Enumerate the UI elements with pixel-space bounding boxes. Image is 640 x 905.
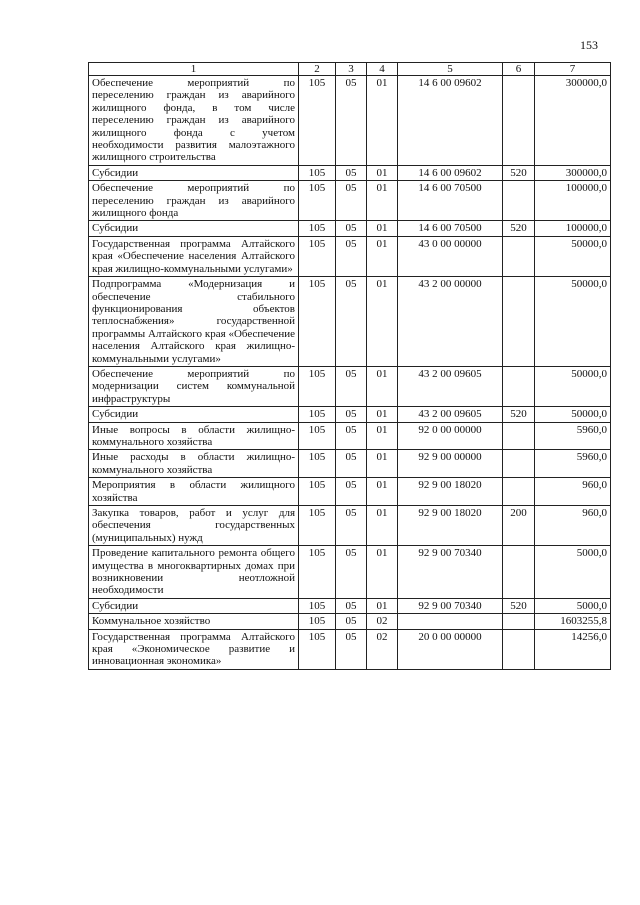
subsection-code-2-cell: 01 bbox=[367, 277, 398, 367]
item-name-cell: Государственная программа Алтайского края «Экономическое развитие и инновационная экономика» bbox=[89, 629, 299, 669]
target-code-cell: 92 0 00 00000 bbox=[398, 422, 503, 450]
budget-table bbox=[88, 62, 611, 670]
expense-type-code-cell: 520 bbox=[503, 407, 535, 422]
subsection-code-2-cell: 01 bbox=[367, 236, 398, 276]
section-code-cell: 105 bbox=[299, 76, 336, 166]
amount-cell: 5000,0 bbox=[535, 598, 611, 613]
subsection-code-2-cell: 02 bbox=[367, 614, 398, 629]
table-row bbox=[89, 236, 611, 276]
section-code-cell: 105 bbox=[299, 181, 336, 221]
subsection-code-cell: 05 bbox=[336, 450, 367, 478]
expense-type-code-cell: 520 bbox=[503, 165, 535, 180]
target-code-cell: 43 2 00 09605 bbox=[398, 407, 503, 422]
subsection-code-2-cell: 01 bbox=[367, 422, 398, 450]
subsection-code-2-cell: 02 bbox=[367, 629, 398, 669]
target-code-cell: 14 6 00 70500 bbox=[398, 221, 503, 236]
amount-cell: 100000,0 bbox=[535, 221, 611, 236]
item-name-cell: Субсидии bbox=[89, 407, 299, 422]
target-code-cell: 14 6 00 70500 bbox=[398, 181, 503, 221]
amount-cell: 5960,0 bbox=[535, 450, 611, 478]
subsection-code-cell: 05 bbox=[336, 221, 367, 236]
table-row bbox=[89, 165, 611, 180]
section-code-cell: 105 bbox=[299, 277, 336, 367]
column-header: 7 bbox=[535, 63, 611, 76]
section-code-cell: 105 bbox=[299, 478, 336, 506]
amount-cell: 960,0 bbox=[535, 506, 611, 546]
table-row bbox=[89, 407, 611, 422]
target-code-cell: 92 9 00 70340 bbox=[398, 546, 503, 599]
subsection-code-2-cell: 01 bbox=[367, 407, 398, 422]
section-code-cell: 105 bbox=[299, 221, 336, 236]
subsection-code-cell: 05 bbox=[336, 407, 367, 422]
amount-cell: 1603255,8 bbox=[535, 614, 611, 629]
subsection-code-2-cell: 01 bbox=[367, 478, 398, 506]
subsection-code-cell: 05 bbox=[336, 181, 367, 221]
column-header: 5 bbox=[398, 63, 503, 76]
amount-cell: 50000,0 bbox=[535, 366, 611, 406]
column-header: 2 bbox=[299, 63, 336, 76]
expense-type-code-cell bbox=[503, 450, 535, 478]
subsection-code-cell: 05 bbox=[336, 629, 367, 669]
item-name-cell: Обеспечение мероприятий по модернизации систем коммунальной инфраструктуры bbox=[89, 366, 299, 406]
expense-type-code-cell bbox=[503, 629, 535, 669]
item-name-cell: Обеспечение мероприятий по переселению граждан из аварийного жилищного фонда bbox=[89, 181, 299, 221]
subsection-code-cell: 05 bbox=[336, 277, 367, 367]
table-row bbox=[89, 478, 611, 506]
table-row bbox=[89, 422, 611, 450]
target-code-cell: 14 6 00 09602 bbox=[398, 76, 503, 166]
table-row bbox=[89, 598, 611, 613]
table-row bbox=[89, 76, 611, 166]
subsection-code-2-cell: 01 bbox=[367, 598, 398, 613]
table-row bbox=[89, 277, 611, 367]
table-row bbox=[89, 629, 611, 669]
table-row bbox=[89, 181, 611, 221]
target-code-cell: 92 9 00 70340 bbox=[398, 598, 503, 613]
column-header: 1 bbox=[89, 63, 299, 76]
subsection-code-cell: 05 bbox=[336, 422, 367, 450]
target-code-cell: 92 9 00 18020 bbox=[398, 478, 503, 506]
subsection-code-2-cell: 01 bbox=[367, 165, 398, 180]
amount-cell: 14256,0 bbox=[535, 629, 611, 669]
amount-cell: 300000,0 bbox=[535, 76, 611, 166]
column-header: 4 bbox=[367, 63, 398, 76]
subsection-code-cell: 05 bbox=[336, 165, 367, 180]
section-code-cell: 105 bbox=[299, 450, 336, 478]
subsection-code-cell: 05 bbox=[336, 236, 367, 276]
table-row bbox=[89, 506, 611, 546]
section-code-cell: 105 bbox=[299, 165, 336, 180]
expense-type-code-cell bbox=[503, 546, 535, 599]
column-header: 3 bbox=[336, 63, 367, 76]
target-code-cell: 14 6 00 09602 bbox=[398, 165, 503, 180]
table-row bbox=[89, 614, 611, 629]
item-name-cell: Коммунальное хозяйство bbox=[89, 614, 299, 629]
section-code-cell: 105 bbox=[299, 407, 336, 422]
item-name-cell: Субсидии bbox=[89, 598, 299, 613]
subsection-code-cell: 05 bbox=[336, 478, 367, 506]
expense-type-code-cell: 520 bbox=[503, 221, 535, 236]
item-name-cell: Иные вопросы в области жилищно-коммунального хозяйства bbox=[89, 422, 299, 450]
item-name-cell: Иные расходы в области жилищно-коммунального хозяйства bbox=[89, 450, 299, 478]
expense-type-code-cell bbox=[503, 277, 535, 367]
expense-type-code-cell: 520 bbox=[503, 598, 535, 613]
target-code-cell: 92 9 00 00000 bbox=[398, 450, 503, 478]
expense-type-code-cell bbox=[503, 422, 535, 450]
expense-type-code-cell: 200 bbox=[503, 506, 535, 546]
subsection-code-cell: 05 bbox=[336, 76, 367, 166]
subsection-code-cell: 05 bbox=[336, 366, 367, 406]
expense-type-code-cell bbox=[503, 478, 535, 506]
subsection-code-2-cell: 01 bbox=[367, 546, 398, 599]
section-code-cell: 105 bbox=[299, 614, 336, 629]
item-name-cell: Субсидии bbox=[89, 221, 299, 236]
item-name-cell: Проведение капитального ремонта общего имущества в многоквартирных домах при возникновении неотложной необходимости bbox=[89, 546, 299, 599]
table-row bbox=[89, 366, 611, 406]
section-code-cell: 105 bbox=[299, 236, 336, 276]
section-code-cell: 105 bbox=[299, 506, 336, 546]
expense-type-code-cell bbox=[503, 366, 535, 406]
target-code-cell bbox=[398, 614, 503, 629]
item-name-cell: Закупка товаров, работ и услуг для обеспечения государственных (муниципальных) нужд bbox=[89, 506, 299, 546]
subsection-code-2-cell: 01 bbox=[367, 506, 398, 546]
target-code-cell: 43 2 00 09605 bbox=[398, 366, 503, 406]
subsection-code-2-cell: 01 bbox=[367, 221, 398, 236]
expense-type-code-cell bbox=[503, 181, 535, 221]
table-row bbox=[89, 450, 611, 478]
section-code-cell: 105 bbox=[299, 598, 336, 613]
table-header-row bbox=[89, 63, 611, 76]
amount-cell: 960,0 bbox=[535, 478, 611, 506]
amount-cell: 50000,0 bbox=[535, 407, 611, 422]
table-row bbox=[89, 221, 611, 236]
subsection-code-2-cell: 01 bbox=[367, 450, 398, 478]
item-name-cell: Подпрограмма «Модернизация и обеспечение стабильного функционирования объектов теплоснабжения» государственной программы Алтайского края «Обеспечение населения Алтайского края жилищно-коммунальными услугами» bbox=[89, 277, 299, 367]
amount-cell: 5000,0 bbox=[535, 546, 611, 599]
expense-type-code-cell bbox=[503, 236, 535, 276]
expense-type-code-cell bbox=[503, 614, 535, 629]
amount-cell: 100000,0 bbox=[535, 181, 611, 221]
subsection-code-cell: 05 bbox=[336, 506, 367, 546]
subsection-code-2-cell: 01 bbox=[367, 366, 398, 406]
subsection-code-cell: 05 bbox=[336, 598, 367, 613]
subsection-code-cell: 05 bbox=[336, 614, 367, 629]
table-row bbox=[89, 546, 611, 599]
target-code-cell: 43 2 00 00000 bbox=[398, 277, 503, 367]
subsection-code-2-cell: 01 bbox=[367, 76, 398, 166]
item-name-cell: Мероприятия в области жилищного хозяйства bbox=[89, 478, 299, 506]
amount-cell: 5960,0 bbox=[535, 422, 611, 450]
item-name-cell: Субсидии bbox=[89, 165, 299, 180]
target-code-cell: 20 0 00 00000 bbox=[398, 629, 503, 669]
section-code-cell: 105 bbox=[299, 366, 336, 406]
section-code-cell: 105 bbox=[299, 629, 336, 669]
column-header: 6 bbox=[503, 63, 535, 76]
target-code-cell: 92 9 00 18020 bbox=[398, 506, 503, 546]
subsection-code-cell: 05 bbox=[336, 546, 367, 599]
section-code-cell: 105 bbox=[299, 546, 336, 599]
item-name-cell: Обеспечение мероприятий по переселению граждан из аварийного жилищного фонда, в том числе переселению граждан из аварийного жилищного фонда с учетом необходимости развития малоэтажного жилищного строительства bbox=[89, 76, 299, 166]
amount-cell: 50000,0 bbox=[535, 277, 611, 367]
item-name-cell: Государственная программа Алтайского края «Обеспечение населения Алтайского края жилищно-коммунальными услугами» bbox=[89, 236, 299, 276]
target-code-cell: 43 0 00 00000 bbox=[398, 236, 503, 276]
subsection-code-2-cell: 01 bbox=[367, 181, 398, 221]
section-code-cell: 105 bbox=[299, 422, 336, 450]
amount-cell: 300000,0 bbox=[535, 165, 611, 180]
page-number: 153 bbox=[580, 38, 598, 52]
amount-cell: 50000,0 bbox=[535, 236, 611, 276]
expense-type-code-cell bbox=[503, 76, 535, 166]
